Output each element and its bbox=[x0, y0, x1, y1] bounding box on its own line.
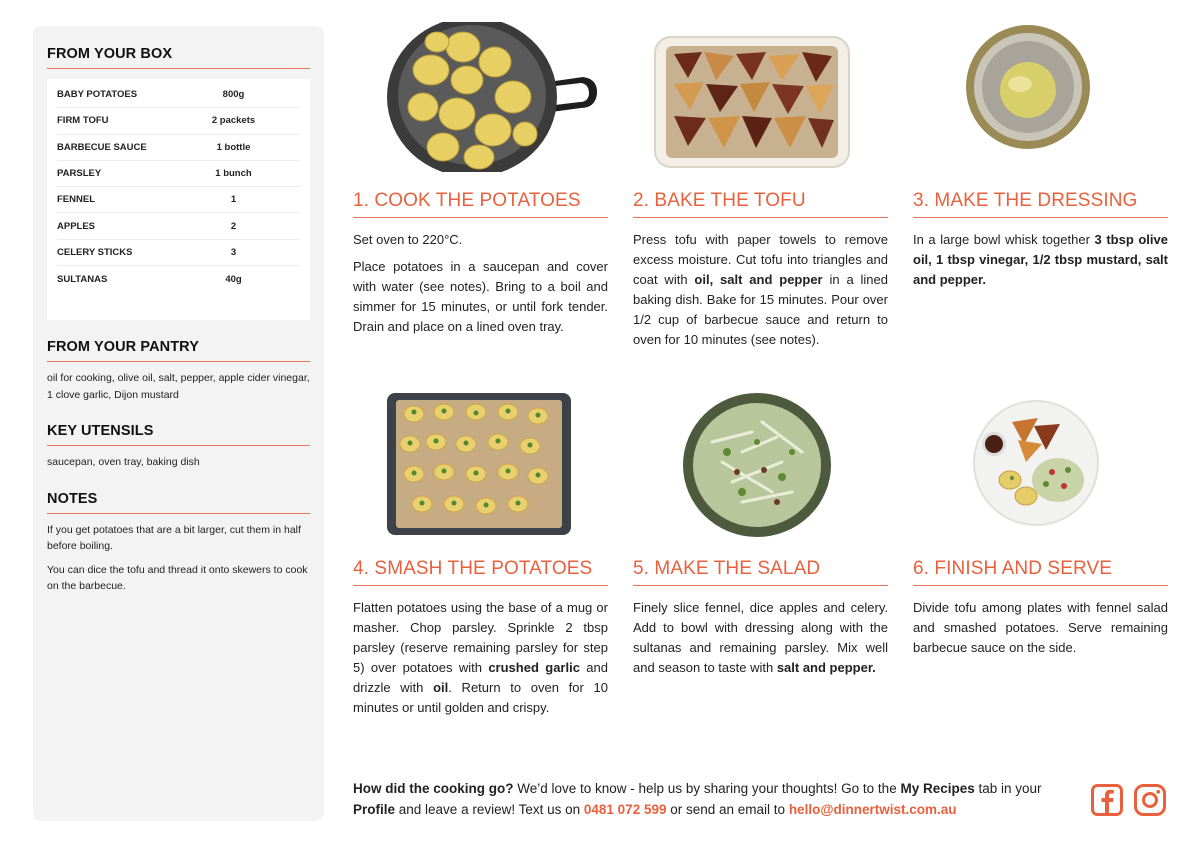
step-6-title: 6. FINISH AND SERVE bbox=[913, 558, 1168, 586]
step-1-text-2: Place potatoes in a saucepan and cover with water (see notes). Bring to a boil and simmer for 15 minutes, or until fork tender. Drain and place on a lined oven tray. bbox=[353, 259, 608, 334]
text-segment: Finely slice fennel, dice apples and celery. Add to bowl with dressing along with the sultanas and remaining parsley. Mix well and season to taste with bbox=[633, 600, 888, 675]
note-2: You can dice the tofu and thread it onto skewers to cook on the barbecue. bbox=[47, 563, 308, 593]
text-segment: Flatten potatoes using the base of a mug or masher. Chop parsley. Sprinkle 2 tbsp parsley (reserve remaining parsley for step 5) over potatoes with bbox=[353, 600, 608, 675]
step-5-title: 5. MAKE THE SALAD bbox=[633, 558, 888, 586]
ingredient-name: CELERY STICKS bbox=[57, 246, 133, 258]
facebook-icon[interactable] bbox=[1091, 784, 1123, 816]
phone-link[interactable]: 0481 072 599 bbox=[583, 802, 667, 817]
saucepan-potatoes-image bbox=[383, 22, 613, 172]
step-3 bbox=[913, 190, 1168, 290]
bold-segment: salt and pepper. bbox=[776, 660, 876, 675]
step-4-body bbox=[353, 598, 608, 718]
fennel-salad-bowl-image bbox=[682, 392, 832, 538]
email-link[interactable]: hello@dinnertwist.com.au bbox=[788, 802, 957, 817]
sidebar bbox=[33, 26, 324, 821]
text-segment: In a large bowl whisk together bbox=[913, 232, 1095, 247]
step-1-text-1: Set oven to 220°C. bbox=[353, 232, 463, 247]
text-segment: We’d love to know - help us by sharing your thoughts! Go to the bbox=[513, 781, 901, 796]
utensils-section bbox=[47, 423, 310, 471]
table-row bbox=[57, 266, 300, 292]
step-2-text bbox=[633, 230, 888, 350]
note-1: If you get potatoes that are a bit larger, cut them in half before boiling. bbox=[47, 523, 301, 553]
notes-heading: NOTES bbox=[47, 491, 310, 514]
table-row bbox=[57, 161, 300, 187]
ingredient-qty: 2 packets bbox=[211, 115, 256, 127]
step-1-title: 1. COOK THE POTATOES bbox=[353, 190, 608, 218]
bold-segment: crushed garlic bbox=[488, 660, 580, 675]
table-row bbox=[57, 187, 300, 213]
pantry-heading: FROM YOUR PANTRY bbox=[47, 339, 310, 362]
bold-segment: 3 tbsp olive oil, 1 tbsp vinegar, 1/2 tbsp mustard, salt and pepper. bbox=[913, 232, 1168, 287]
pantry-text: oil for cooking, olive oil, salt, pepper, apple cider vinegar, 1 clove garlic, Dijon mustard bbox=[47, 372, 310, 401]
ingredient-name: APPLES bbox=[57, 220, 96, 232]
step-3-text bbox=[913, 230, 1168, 290]
step-3-body bbox=[913, 230, 1168, 290]
instagram-icon[interactable] bbox=[1134, 784, 1166, 816]
ingredient-qty: 1 bunch bbox=[215, 168, 252, 180]
dressing-bowl-image bbox=[965, 24, 1091, 150]
step-5 bbox=[633, 558, 888, 678]
plated-dish-image bbox=[972, 400, 1100, 526]
text-segment: in a lined baking dish. Bake for 15 minutes. Pour over 1/2 cup of barbecue sauce and return to oven for 10 minutes (see notes). bbox=[633, 272, 888, 347]
table-row bbox=[57, 82, 300, 108]
step-2-body bbox=[633, 230, 888, 350]
smashed-potatoes-tray-image bbox=[386, 392, 572, 536]
utensils-heading: KEY UTENSILS bbox=[47, 423, 310, 446]
text-segment: tab in your bbox=[974, 781, 1042, 796]
table-row bbox=[57, 213, 300, 239]
feedback-footer bbox=[353, 778, 1078, 820]
step-6-body bbox=[913, 598, 1168, 658]
bold-segment: oil, salt and pepper bbox=[694, 272, 823, 287]
utensils-text: saucepan, oven tray, baking dish bbox=[47, 456, 200, 469]
step-4-text bbox=[353, 598, 608, 718]
text-segment: and drizzle with bbox=[353, 660, 608, 695]
step-1 bbox=[353, 190, 608, 337]
text-segment: or send an email to bbox=[666, 802, 789, 817]
bbq-tofu-dish-image bbox=[654, 36, 850, 168]
step-4 bbox=[353, 558, 608, 718]
table-row bbox=[57, 240, 300, 266]
table-row bbox=[57, 135, 300, 161]
box-ingredients-table bbox=[47, 79, 310, 320]
ingredient-qty: 2 bbox=[230, 220, 237, 232]
ingredient-qty: 800g bbox=[222, 89, 245, 101]
text-segment: and leave a review! Text us on bbox=[395, 802, 584, 817]
pantry-section bbox=[47, 339, 310, 403]
step-2 bbox=[633, 190, 888, 350]
ingredient-name: SULTANAS bbox=[57, 273, 108, 285]
ingredient-name: PARSLEY bbox=[57, 168, 102, 180]
step-2-title: 2. BAKE THE TOFU bbox=[633, 190, 888, 218]
ingredient-name: FIRM TOFU bbox=[57, 115, 109, 127]
step-4-title: 4. SMASH THE POTATOES bbox=[353, 558, 608, 586]
text-segment: . Return to oven for 10 minutes or until golden and crispy. bbox=[353, 680, 608, 715]
profile-link[interactable]: Profile bbox=[353, 802, 396, 817]
step-6-text: Divide tofu among plates with fennel salad and smashed potatoes. Serve remaining barbecue sauce on the side. bbox=[913, 600, 1168, 655]
feedback-question: How did the cooking go? bbox=[353, 781, 514, 796]
table-row bbox=[57, 108, 300, 134]
ingredient-name: FENNEL bbox=[57, 194, 95, 206]
box-heading: FROM YOUR BOX bbox=[47, 46, 310, 69]
step-1-body bbox=[353, 230, 608, 337]
ingredient-qty: 3 bbox=[230, 246, 237, 258]
ingredient-name: BABY POTATOES bbox=[57, 89, 138, 101]
step-5-body bbox=[633, 598, 888, 678]
bold-segment: oil bbox=[433, 680, 449, 695]
notes-section bbox=[47, 491, 310, 595]
ingredient-qty: 1 bbox=[230, 194, 237, 206]
step-5-text bbox=[633, 598, 888, 678]
text-segment: Press tofu with paper towels to remove excess moisture. Cut tofu into triangles and coat with bbox=[633, 232, 888, 287]
step-3-title: 3. MAKE THE DRESSING bbox=[913, 190, 1168, 218]
ingredient-qty: 40g bbox=[225, 273, 242, 285]
ingredient-name: BARBECUE SAUCE bbox=[57, 141, 147, 153]
my-recipes-link[interactable]: My Recipes bbox=[900, 781, 975, 796]
ingredient-qty: 1 bottle bbox=[216, 141, 251, 153]
step-6 bbox=[913, 558, 1168, 658]
